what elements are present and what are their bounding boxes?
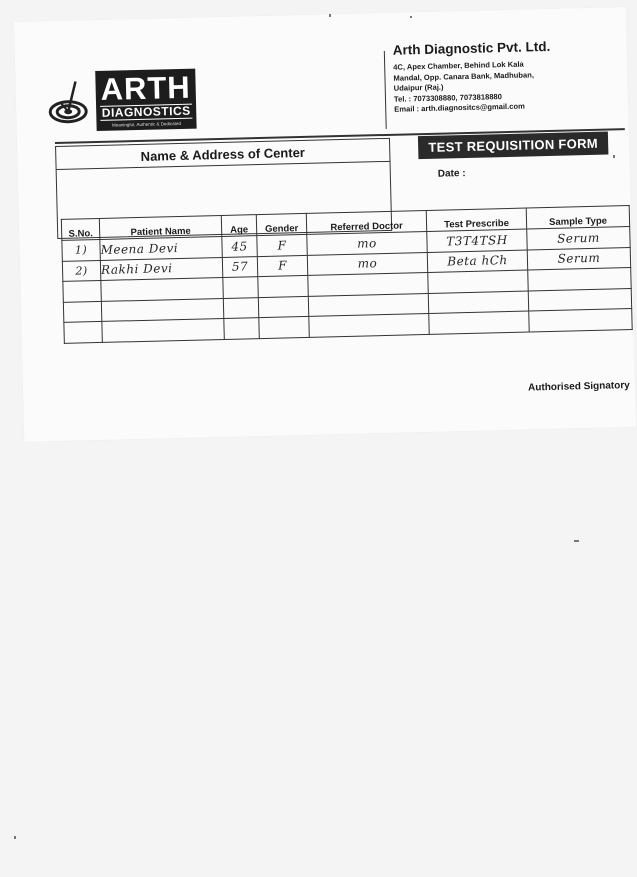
- cell-referred-doctor[interactable]: [309, 313, 429, 336]
- requisition-table: [61, 205, 633, 343]
- cell-age[interactable]: [223, 297, 258, 318]
- company-address: [393, 58, 594, 115]
- cell-test-prescribe[interactable]: Beta hCh: [427, 250, 527, 273]
- cell-gender[interactable]: [259, 316, 309, 338]
- paper-speck: [329, 14, 331, 17]
- cell-sample-type[interactable]: Serum: [527, 247, 630, 270]
- logo-tagline: Meaningful, Authentic & Dedicated: [112, 120, 181, 128]
- cell-sample-type[interactable]: [528, 288, 631, 311]
- address-line: Mandal, Opp. Canara Bank, Madhuban,: [393, 69, 535, 83]
- header-sample-type: Sample Type: [526, 206, 629, 230]
- cell-sno[interactable]: [63, 301, 101, 322]
- cell-patient-name[interactable]: Meena Devi: [100, 236, 222, 259]
- cell-gender[interactable]: [258, 275, 308, 297]
- cell-referred-doctor[interactable]: [308, 293, 428, 316]
- cell-gender[interactable]: [258, 296, 308, 318]
- header-sno: S.No.: [61, 218, 100, 240]
- cell-age[interactable]: [223, 277, 258, 298]
- form-title: TEST REQUISITION FORM: [418, 132, 609, 160]
- cell-sample-type[interactable]: Serum: [527, 227, 630, 250]
- header-test-prescribe: Test Prescribe: [426, 208, 526, 231]
- paper-speck: [410, 16, 412, 18]
- logo-subtitle: DIAGNOSTICS: [101, 103, 191, 120]
- cell-test-prescribe[interactable]: [428, 270, 528, 293]
- logo-title: ARTH: [100, 69, 192, 107]
- header-gender: Gender: [256, 213, 306, 235]
- date-label: Date :: [437, 168, 466, 180]
- cell-sno[interactable]: 2): [62, 260, 100, 281]
- cell-age[interactable]: [224, 318, 259, 339]
- cell-test-prescribe[interactable]: [428, 291, 528, 314]
- cell-patient-name[interactable]: Rakhi Devi: [100, 257, 222, 280]
- company-divider: [384, 51, 387, 129]
- header-age: Age: [221, 215, 257, 237]
- cell-test-prescribe[interactable]: T3T4TSH: [427, 229, 527, 252]
- authorised-signatory: Authorised Signatory: [527, 380, 630, 394]
- cell-gender[interactable]: F: [257, 234, 307, 256]
- header-referred-doctor: Referred Doctor: [306, 210, 426, 234]
- company-name: Arth Diagnostic Pvt. Ltd.: [392, 38, 551, 58]
- phone-line: Tel. : 7073308880, 7073818880: [393, 91, 503, 104]
- paper-speck: [574, 540, 579, 542]
- cell-referred-doctor[interactable]: mo: [307, 252, 427, 275]
- address-line: Udaipur (Raj.): [393, 82, 444, 93]
- cell-age[interactable]: 45: [222, 236, 257, 257]
- cell-sno[interactable]: [64, 321, 102, 342]
- cell-sno[interactable]: [63, 280, 101, 301]
- cell-referred-doctor[interactable]: [308, 272, 428, 295]
- cell-gender[interactable]: F: [257, 255, 307, 277]
- email-line: Email : arth.diagnositcs@gmail.com: [394, 101, 525, 114]
- company-logo: [95, 69, 196, 131]
- target-check-icon: [47, 77, 98, 128]
- cell-referred-doctor[interactable]: mo: [307, 231, 427, 254]
- cell-patient-name[interactable]: [102, 318, 224, 341]
- cell-age[interactable]: 57: [222, 256, 257, 277]
- cell-sno[interactable]: 1): [62, 239, 100, 260]
- address-line: 4C, Apex Chamber, Behind Lok Kala: [393, 59, 524, 72]
- header-patient-name: Patient Name: [99, 215, 221, 239]
- cell-sample-type[interactable]: [528, 268, 631, 291]
- cell-test-prescribe[interactable]: [429, 311, 529, 334]
- cell-sample-type[interactable]: [529, 308, 632, 331]
- center-box-title: Name & Address of Center: [56, 139, 389, 170]
- paper-speck: [14, 836, 16, 839]
- paper-speck: [613, 155, 615, 158]
- requisition-form: [14, 7, 636, 442]
